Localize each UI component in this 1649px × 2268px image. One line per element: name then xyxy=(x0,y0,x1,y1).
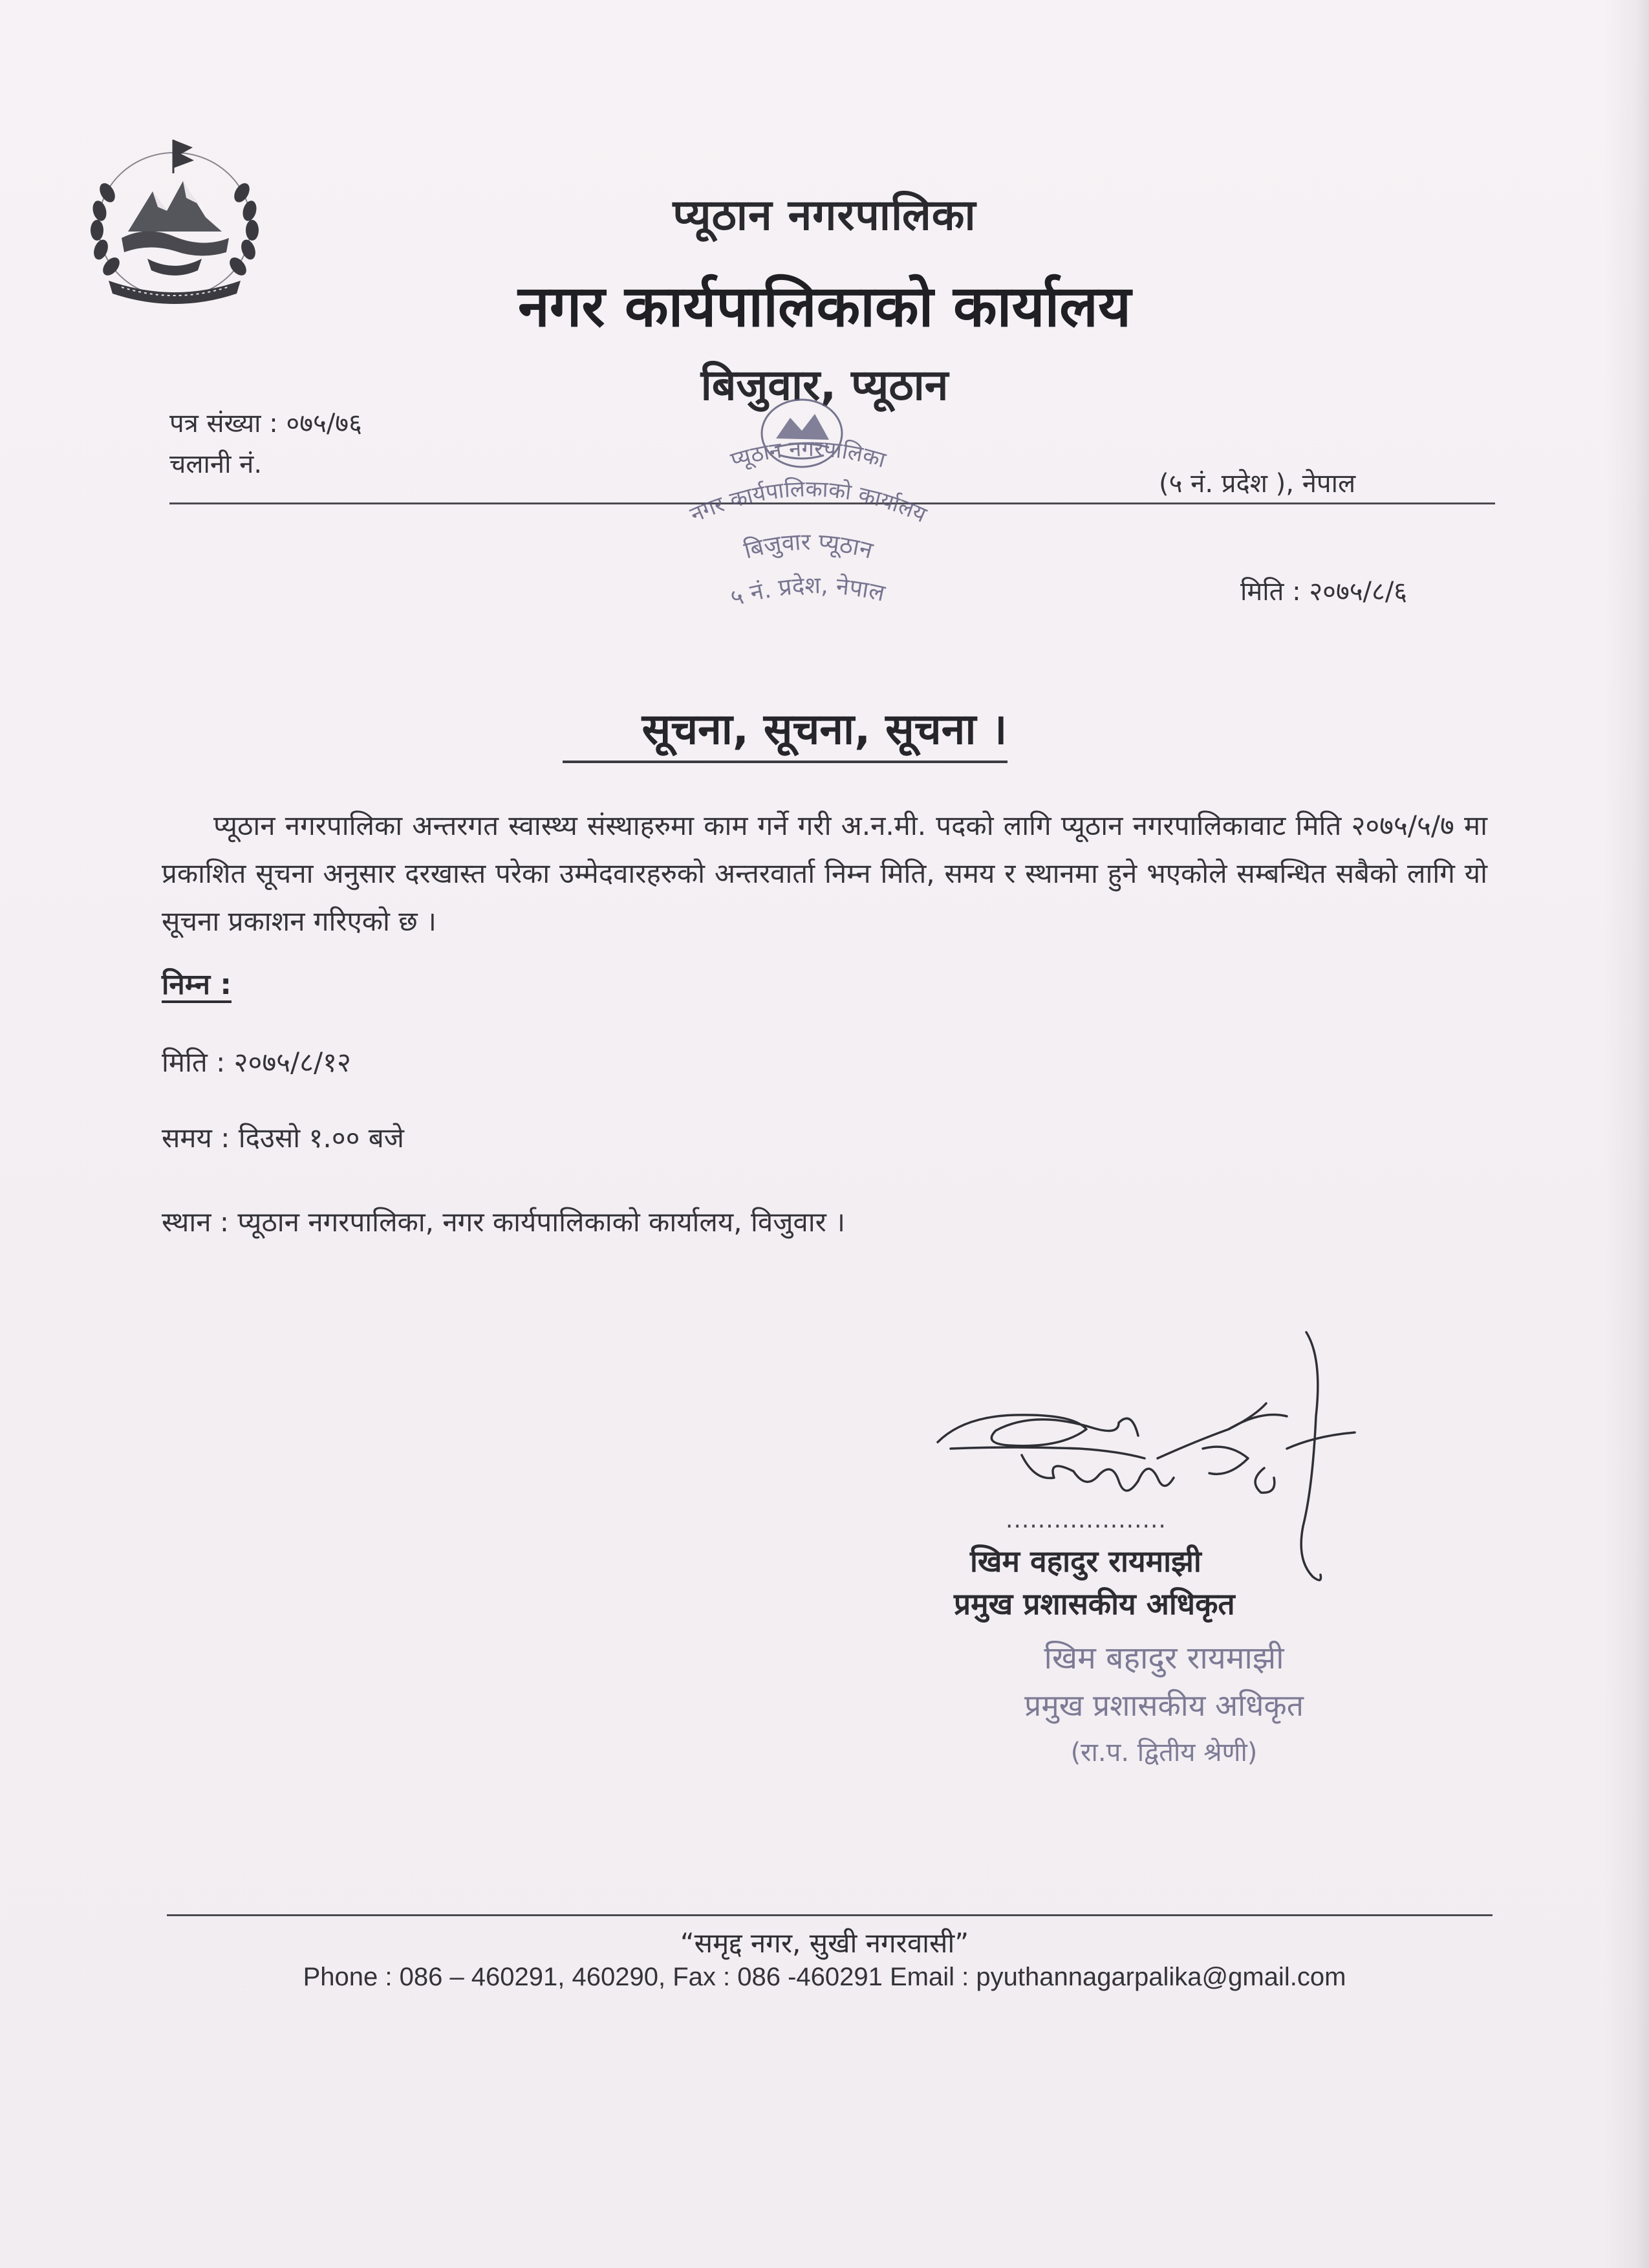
dispatch-number: चलानी नं. xyxy=(169,449,263,479)
signatory-name: खिम वहादुर रायमाझी xyxy=(970,1544,1202,1579)
office-location: बिजुवार, प्यूठान xyxy=(700,360,949,410)
signature-dotted-line: .................... xyxy=(1006,1507,1167,1533)
footer-divider xyxy=(167,1914,1493,1916)
seal-line-1: प्यूठान नगरपालिका xyxy=(727,435,889,474)
footer-motto: “समृद्द नगर, सुखी नगरवासी” xyxy=(680,1927,969,1959)
seal-line-4: ५ नं. प्रदेश, नेपाल xyxy=(727,572,888,612)
notice-body: प्यूठान नगरपालिका अन्तरगत स्वास्थ्य संस्थाहरुमा काम गर्ने गरी अ.न.मी. पदको लागि प्यूठान नगरपालिकावाट मिति २०७५/५/७ मा प्रकाशित सूचना अनुसार दरखास्त परेका उम्मेदवारहरुको अन्तरवार्ता निम्न मिति, समय र स्थानमा हुने भएकोले सम्बन्धित सबैको लागि यो सूचना प्रकाशन गरिएको छ । xyxy=(162,810,1487,937)
interview-venue: स्थान : प्यूठान नगरपालिका, नगर कार्यपालिकाको कार्यालय, विजुवार । xyxy=(162,1206,846,1238)
notice-title: सूचना, सूचना, सूचना । xyxy=(641,704,1008,754)
province-label: (५ नं. प्रदेश ), नेपाल xyxy=(1159,469,1356,499)
following-label: निम्न : xyxy=(162,968,232,1001)
municipality-name: प्यूठान नगरपालिका xyxy=(673,190,976,240)
officer-name-stamp xyxy=(970,1636,1358,1778)
svg-text:बिजुवार प्यूठान xyxy=(741,529,876,565)
letter-date: मिति : २०७५/८/६ xyxy=(1240,577,1408,607)
office-name: नगर कार्यपालिकाको कार्यालय xyxy=(518,273,1131,340)
letter-number: पत्र संख्या : ०७५/७६ xyxy=(169,409,362,438)
svg-text:प्यूठान नगरपालिका xyxy=(727,436,889,473)
svg-text:नगर कार्यपालिकाको कार्यालय xyxy=(686,476,931,528)
office-seal-stamp xyxy=(666,388,951,634)
notice-title-underline xyxy=(563,761,1008,763)
seal-line-3: बिजुवार प्यूठान xyxy=(741,528,876,565)
svg-text:५ नं. प्रदेश, नेपाल xyxy=(727,572,888,612)
stamp-designation: प्रमुख प्रशासकीय अधिकृत xyxy=(1024,1688,1304,1723)
seal-line-2: नगर कार्यपालिकाको कार्यालय xyxy=(686,476,931,528)
interview-date: मिति : २०७५/८/१२ xyxy=(162,1046,351,1078)
footer-contact-info: Phone : 086 – 460291, 460290, Fax : 086 -460291 Email : pyuthannagarpalika@gmail.com xyxy=(303,1963,1346,1991)
signatory-title: प्रमुख प्रशासकीय अधिकृत xyxy=(954,1586,1235,1621)
stamp-name: खिम बहादुर रायमाझी xyxy=(1044,1640,1284,1676)
interview-time: समय : दिउसो १.०० बजे xyxy=(162,1122,404,1154)
stamp-grade: (रा.प. द्वितीय श्रेणी) xyxy=(1070,1738,1258,1767)
